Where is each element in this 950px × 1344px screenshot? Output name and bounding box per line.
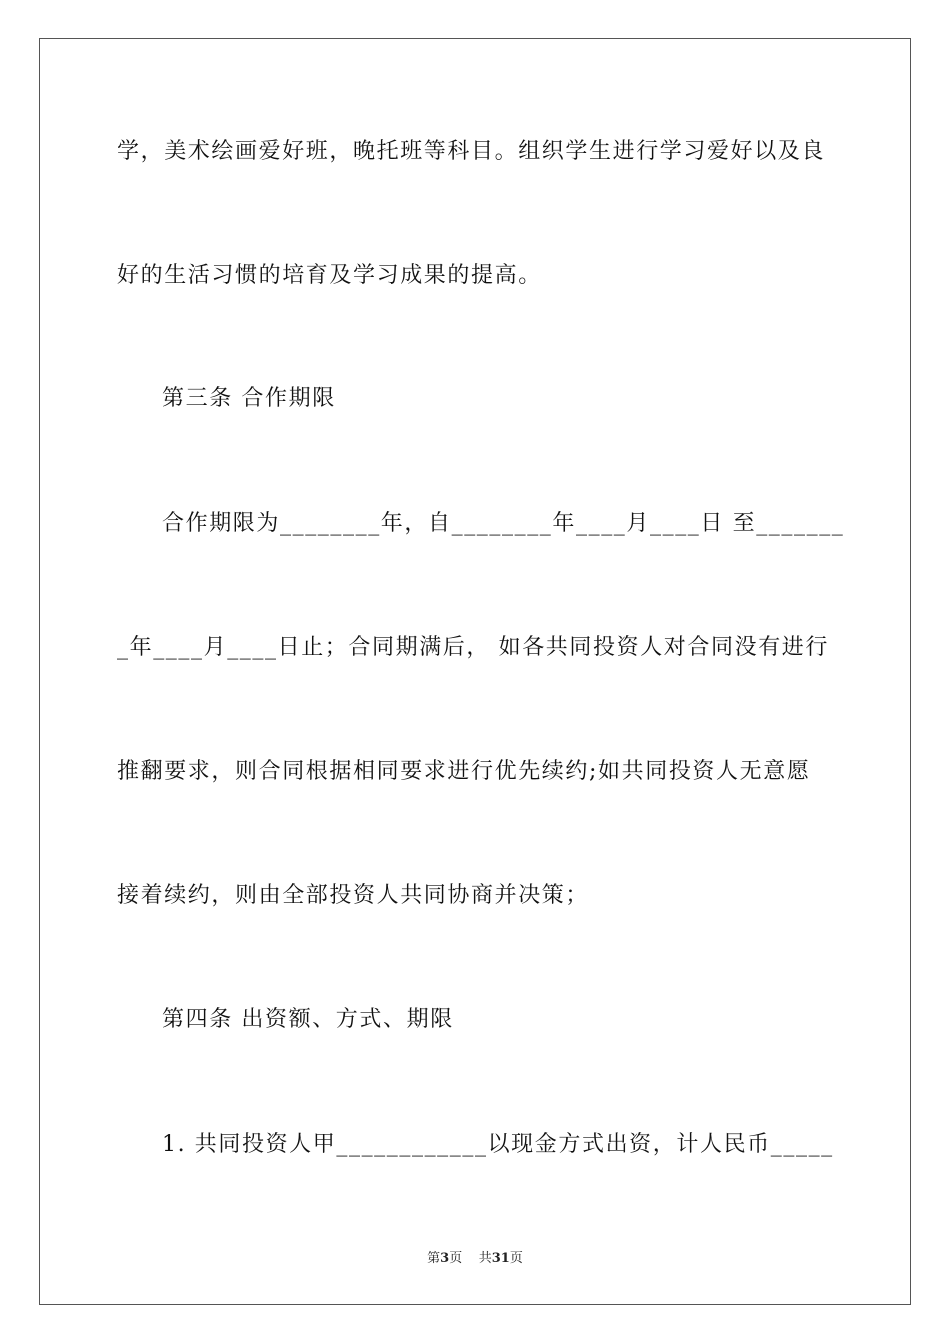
footer-total-suffix: 页 bbox=[509, 1251, 523, 1266]
footer-prefix: 第 bbox=[427, 1251, 441, 1266]
body-text-line-5: 推翻要求，则合同根据相同要求进行优先续约;如共同投资人无意愿 bbox=[117, 759, 811, 784]
body-text-line-4: _年____月____日止；合同期满后， 如各共同投资人对合同没有进行 bbox=[117, 635, 829, 660]
body-text-line-1: 学，美术绘画爱好班，晚托班等科目。组织学生进行学习爱好以及良 bbox=[117, 139, 826, 164]
page-footer bbox=[0, 1247, 950, 1266]
article-heading-3: 第三条 合作期限 bbox=[162, 386, 336, 411]
body-text-line-2: 好的生活习惯的培育及学习成果的提高。 bbox=[117, 263, 542, 288]
body-text-line-3: 合作期限为________年，自________年____月____日 至_______ bbox=[162, 511, 845, 536]
footer-total-prefix: 共 bbox=[478, 1251, 492, 1266]
body-text-line-7: 1. 共同投资人甲____________以现金方式出资，计人民币_____ bbox=[162, 1132, 834, 1157]
footer-total-pages: 31 bbox=[491, 1251, 510, 1266]
article-heading-4: 第四条 出资额、方式、期限 bbox=[162, 1007, 454, 1032]
body-text-line-6: 接着续约，则由全部投资人共同协商并决策； bbox=[117, 883, 590, 908]
page-border bbox=[39, 38, 911, 1305]
footer-page-suffix: 页 bbox=[449, 1251, 463, 1266]
footer-current-page: 3 bbox=[440, 1251, 450, 1266]
